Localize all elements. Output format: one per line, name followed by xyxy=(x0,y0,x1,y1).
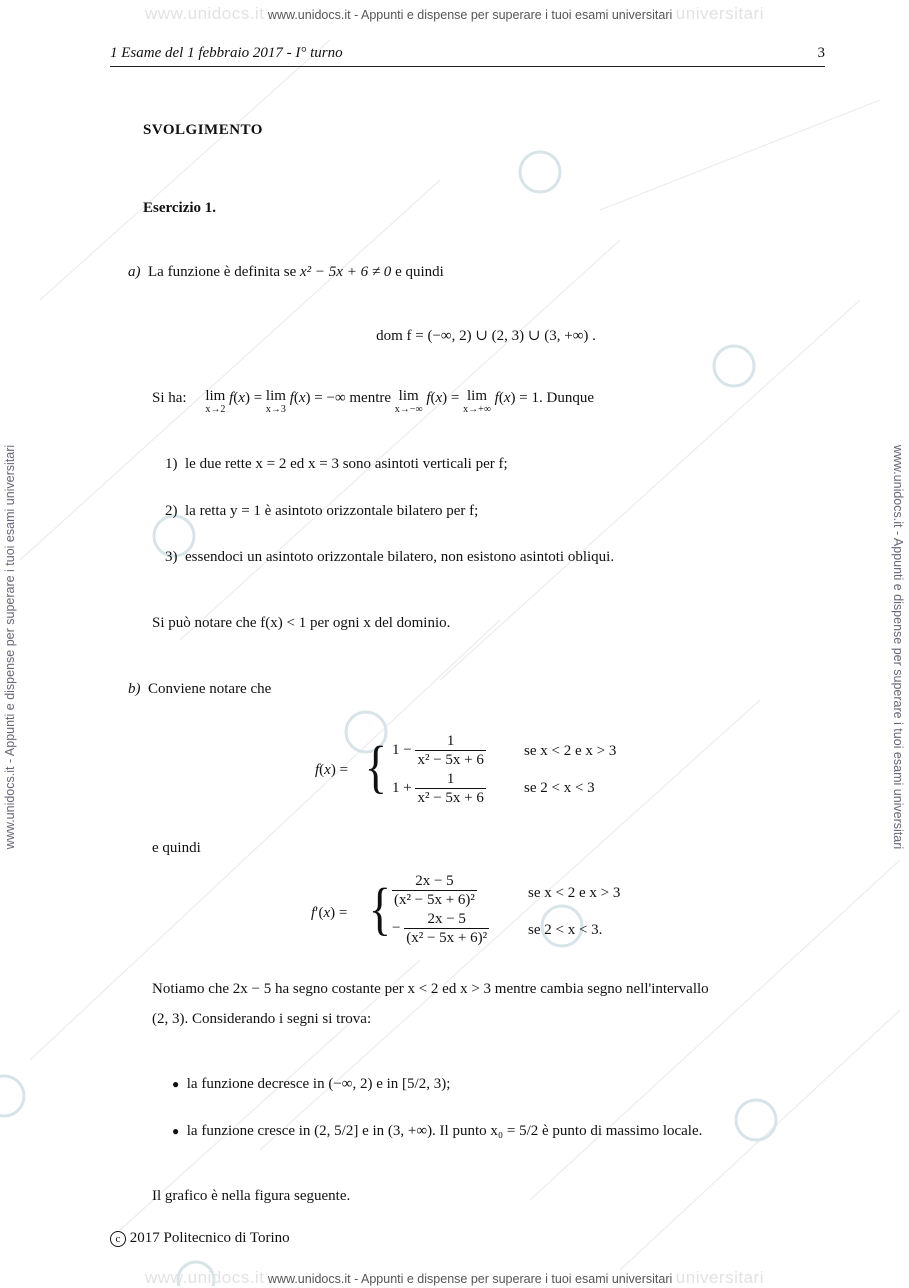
limits-prefix: Si ha: xyxy=(152,390,187,406)
notice-line-2: (2, 3). Considerando i segni si trova: xyxy=(152,1011,372,1027)
fraction-denominator: x² − 5x + 6 xyxy=(417,752,484,768)
footer xyxy=(110,1228,290,1248)
list-item xyxy=(165,454,508,474)
watermark-side-left: www.unidocs.it - Appunti e dispense per superare i tuoi esami universitari xyxy=(3,444,17,850)
part-a-paragraph xyxy=(128,262,444,282)
header-rule xyxy=(110,66,825,67)
f-brace: { xyxy=(364,734,388,799)
f-case-2 xyxy=(392,770,486,807)
part-a-intro: La funzione è definita se xyxy=(148,264,297,280)
watermark-ghost-left: www.unidocs.it xyxy=(145,4,265,23)
limit-expr: lim x→2 xyxy=(205,388,226,415)
part-a-label: a) xyxy=(128,264,141,280)
fprime-case-2 xyxy=(392,910,489,947)
page-number: 3 xyxy=(817,45,825,61)
fraction-denominator: (x² − 5x + 6)² xyxy=(394,892,475,908)
footer-text: 2017 Politecnico di Torino xyxy=(129,1230,290,1246)
fprime-case-1-condition: se x < 2 e x > 3 xyxy=(528,885,621,901)
list-item-text: essendoci un asintoto orizzontale bilatero, non esistono asintoti obliqui. xyxy=(185,549,615,565)
list-item-text: la retta y = 1 è asintoto orizzontale bilatero per f; xyxy=(185,503,479,519)
limits-end: Dunque xyxy=(546,390,594,406)
part-a-intro-end: e quindi xyxy=(395,264,444,280)
bullet-icon: ● xyxy=(172,1077,180,1091)
watermark-banner-text: www.unidocs.it - Appunti e dispense per superare i tuoi esami universitari xyxy=(267,8,673,22)
exercise-title: Esercizio 1. xyxy=(143,200,217,216)
limit-expr: lim x→3 xyxy=(265,388,286,415)
part-a-note: Si può notare che f(x) < 1 per ogni x del dominio. xyxy=(152,615,451,631)
bullet-item xyxy=(172,1074,450,1094)
f-case-1 xyxy=(392,732,486,769)
fraction-denominator: (x² − 5x + 6)² xyxy=(406,930,488,946)
f-case-fraction xyxy=(415,770,485,807)
f-case-1-condition: se x < 2 e x > 3 xyxy=(524,743,617,759)
section-title: SVOLGIMENTO xyxy=(143,122,263,138)
part-b-intro: Conviene notare che xyxy=(148,681,272,697)
f-lhs: f(x) = xyxy=(315,762,349,778)
list-item xyxy=(165,501,478,521)
fprime-case-2-condition: se 2 < x < 3. xyxy=(528,922,603,938)
f-case-sign: 1 − xyxy=(392,741,412,758)
fprime-lhs: f′(x) = xyxy=(311,905,348,921)
bullet-item xyxy=(172,1121,702,1141)
limits-line: Si ha: lim x→2 f(x) = lim x→3 f(x) = −∞ mentre lim x→−∞ f(x) = lim x→+∞ f(x) = 1. Dunque xyxy=(152,388,594,415)
watermark-ghost-right: universitari xyxy=(675,4,764,23)
watermark-banner-top xyxy=(0,4,909,24)
fprime-case-1 xyxy=(392,872,477,909)
list-item xyxy=(165,547,614,567)
fraction-numerator: 1 xyxy=(415,732,485,751)
watermark-ghost-right: universitari xyxy=(675,1268,764,1287)
watermark-banner-bottom xyxy=(0,1268,909,1288)
list-item-number: 3) xyxy=(165,549,178,565)
list-item-number: 1) xyxy=(165,456,178,472)
fprime-case-fraction xyxy=(404,910,489,947)
bullet-icon: ● xyxy=(172,1124,180,1138)
limit-expr: lim x→+∞ xyxy=(463,388,491,415)
notice-line-1: Notiamo che 2x − 5 ha segno costante per x < 2 ed x > 3 mentre cambia segno nell'intervallo xyxy=(152,981,709,997)
limit-expr: lim x→−∞ xyxy=(394,388,423,415)
running-header: 1 Esame del 1 febbraio 2017 - I° turno xyxy=(110,45,343,61)
watermark-ghost-left: www.unidocs.it xyxy=(145,1268,265,1287)
fraction-numerator: 1 xyxy=(415,770,485,789)
fprime-brace: { xyxy=(368,876,392,941)
f-case-sign: 1 + xyxy=(392,779,412,796)
fprime-case-sign: − xyxy=(392,919,401,936)
bullet-text: la funzione cresce in (2, 5/2] e in (3, +∞). Il punto x₀ = 5/2 è punto di massimo locale. xyxy=(186,1123,703,1139)
fraction-numerator: 2x − 5 xyxy=(392,872,477,891)
f-case-2-condition: se 2 < x < 3 xyxy=(524,780,595,796)
part-b-paragraph xyxy=(128,679,271,699)
figure-note: Il grafico è nella figura seguente. xyxy=(152,1188,351,1204)
part-b-label: b) xyxy=(128,681,141,697)
watermark-side-right: www.unidocs.it - Appunti e dispense per superare i tuoi esami universitari xyxy=(891,444,905,850)
watermark-banner-text: www.unidocs.it - Appunti e dispense per superare i tuoi esami universitari xyxy=(267,1272,673,1286)
copyright-icon: c xyxy=(110,1231,126,1247)
fraction-denominator: x² − 5x + 6 xyxy=(417,790,484,806)
part-b-then: e quindi xyxy=(152,840,201,856)
limits-mid: mentre xyxy=(349,390,392,406)
fprime-case-fraction xyxy=(392,872,477,909)
list-item-text: le due rette x = 2 ed x = 3 sono asintoti verticali per f; xyxy=(185,456,508,472)
domain-formula: dom f = (−∞, 2) ∪ (2, 3) ∪ (3, +∞) . xyxy=(376,328,596,344)
part-a-condition: x² − 5x + 6 ≠ 0 xyxy=(300,264,392,280)
f-case-fraction xyxy=(415,732,485,769)
fraction-numerator: 2x − 5 xyxy=(404,910,489,929)
bullet-text: la funzione decresce in (−∞, 2) e in [5/2, 3); xyxy=(186,1076,451,1092)
list-item-number: 2) xyxy=(165,503,178,519)
